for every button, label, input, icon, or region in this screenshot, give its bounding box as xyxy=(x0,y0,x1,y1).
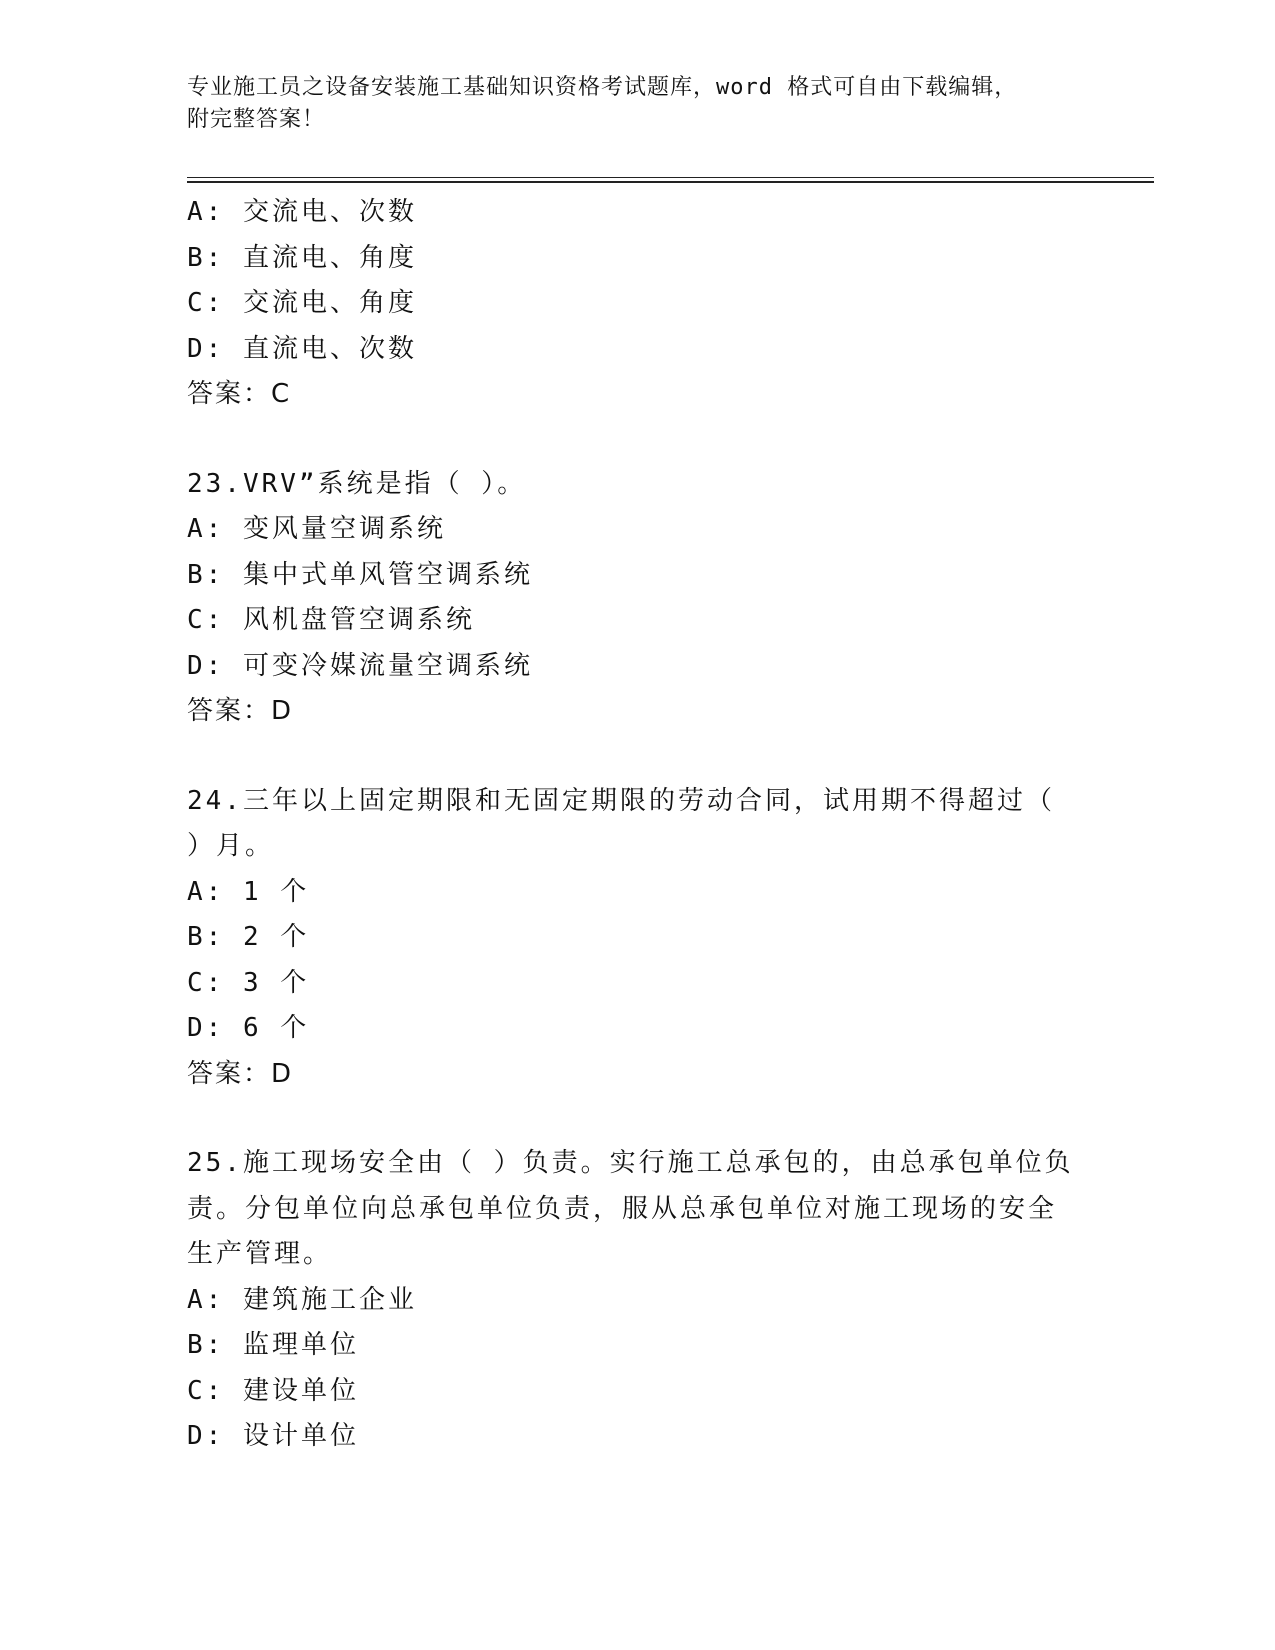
option-b: B: 监理单位 xyxy=(187,1330,359,1360)
option-d: D: 设计单位 xyxy=(187,1421,359,1451)
question-stem-line-1: 24.三年以上固定期限和无固定期限的劳动合同，试用期不得超过（ xyxy=(187,785,1055,816)
option-d: D: 6 个 xyxy=(187,1013,310,1043)
option-b: B: 直流电、角度 xyxy=(187,242,417,273)
question-block-22 xyxy=(187,190,1067,418)
question-block-25 xyxy=(187,1141,1074,1460)
option-b: B: 2 个 xyxy=(187,922,310,952)
answer-line: 答案：D xyxy=(187,1058,294,1089)
header-line-1: 专业施工员之设备安装施工基础知识资格考试题库，word 格式可自由下载编辑， xyxy=(187,75,1018,100)
header-divider-thick xyxy=(187,181,1154,183)
option-d: D: 直流电、次数 xyxy=(187,333,417,364)
option-a: A: 建筑施工企业 xyxy=(187,1284,417,1315)
answer-line: 答案：D xyxy=(187,696,294,726)
question-block-23 xyxy=(187,462,1067,735)
option-c: C: 风机盘管空调系统 xyxy=(187,605,475,635)
option-c: C: 建设单位 xyxy=(187,1375,359,1406)
option-b: B: 集中式单风管空调系统 xyxy=(187,559,533,590)
option-d: D: 可变冷媒流量空调系统 xyxy=(187,650,533,681)
question-stem: 23.VRV”系统是指（ ）。 xyxy=(187,468,527,499)
question-stem-line-3: 生产管理。 xyxy=(187,1239,333,1269)
question-stem-line-2: ）月。 xyxy=(187,831,275,861)
question-list xyxy=(187,190,1074,1460)
option-c: C: 3 个 xyxy=(187,967,310,998)
question-stem-line-2: 责。分包单位向总承包单位负责，服从总承包单位对施工现场的安全 xyxy=(187,1193,1058,1224)
question-stem-line-1: 25.施工现场安全由（ ）负责。实行施工总承包的，由总承包单位负 xyxy=(187,1148,1074,1178)
question-block-24 xyxy=(187,779,1067,1098)
header-line-2: 附完整答案！ xyxy=(187,107,326,132)
option-a: A: 变风量空调系统 xyxy=(187,514,446,544)
option-a: A: 1 个 xyxy=(187,876,310,907)
answer-line: 答案：C xyxy=(187,379,292,409)
option-a: A: 交流电、次数 xyxy=(187,197,417,227)
option-c: C: 交流电、角度 xyxy=(187,288,417,318)
header-divider-thin xyxy=(187,177,1154,178)
document-header xyxy=(187,72,1067,136)
